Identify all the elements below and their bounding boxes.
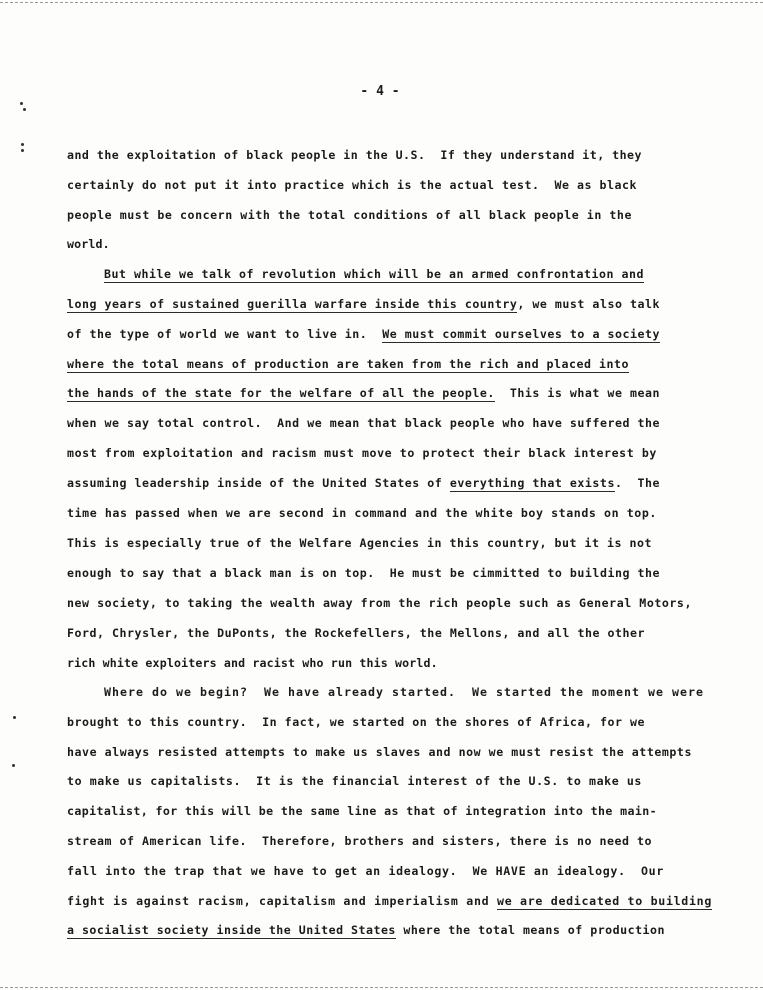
text-segment: fight is against racism, capitalism and imperialism and <box>67 894 498 908</box>
underlined-text: long years of sustained guerilla warfare inside this country <box>67 297 518 311</box>
text-line <box>67 505 657 521</box>
text-segment: fall into the trap that we have to get an idealogy. We HAVE an idealogy. Our <box>67 864 664 878</box>
text-line <box>67 535 652 551</box>
text-line <box>67 595 692 611</box>
margin-mark <box>21 149 24 152</box>
text-segment: people must be concern with the total conditions of all black people in the <box>67 208 632 222</box>
margin-mark <box>12 764 15 767</box>
margin-mark <box>23 108 26 111</box>
text-segment: most from exploitation and racism must move to protect their black interest by <box>67 446 657 460</box>
text-segment: Where do we begin? We have already started. We started the moment we were <box>104 685 704 699</box>
margin-mark <box>20 102 23 105</box>
text-line <box>67 773 642 789</box>
text-segment: Ford, Chrysler, the DuPonts, the Rockefellers, the Mellons, and all the other <box>67 626 645 640</box>
text-segment: . The <box>614 476 660 490</box>
underlined-text: we are dedicated to building <box>497 894 713 908</box>
text-line <box>104 684 704 700</box>
text-line <box>67 625 645 641</box>
underlined-text: We must commit ourselves to a society <box>382 327 660 341</box>
text-line <box>67 863 664 879</box>
text-line <box>67 207 632 223</box>
text-line <box>67 296 660 312</box>
text-line <box>67 326 660 342</box>
text-line <box>67 744 692 760</box>
underlined-text: a socialist society inside the United States <box>67 923 396 937</box>
text-line <box>104 266 644 282</box>
text-segment: assuming leadership inside of the United States of <box>67 476 450 490</box>
page-number: - 4 - <box>360 84 400 99</box>
text-segment: where the total means of production <box>395 923 665 937</box>
text-segment: world. <box>67 237 110 251</box>
text-line <box>67 714 645 730</box>
underlined-text: But while we talk of revolution which will be an armed confrontation and <box>104 267 644 281</box>
text-segment: rich white exploiters and racist who run this world. <box>67 656 438 670</box>
text-line <box>67 445 657 461</box>
text-segment: stream of American life. Therefore, brothers and sisters, there is no need to <box>67 834 652 848</box>
text-segment: brought to this country. In fact, we started on the shores of Africa, for we <box>67 715 645 729</box>
text-segment: when we say total control. And we mean that black people who have suffered the <box>67 416 660 430</box>
text-segment: to make us capitalists. It is the financial interest of the U.S. to make us <box>67 774 642 788</box>
text-line <box>67 475 660 491</box>
text-line <box>67 565 660 581</box>
margin-mark <box>21 143 24 146</box>
text-segment: time has passed when we are second in command and the white boy stands on top. <box>67 506 657 520</box>
text-line <box>67 655 438 671</box>
text-segment: have always resisted attempts to make us slaves and now we must resist the attempts <box>67 745 692 759</box>
text-line <box>67 177 637 193</box>
text-segment: certainly do not put it into practice which is the actual test. We as black <box>67 178 637 192</box>
underlined-text: where the total means of production are taken from the rich and placed into <box>67 357 629 371</box>
text-line <box>67 833 652 849</box>
text-segment: enough to say that a black man is on top. He must be cimmitted to building the <box>67 566 660 580</box>
text-line <box>67 415 660 431</box>
underlined-text: everything that exists <box>449 476 615 490</box>
margin-mark <box>13 716 16 719</box>
text-line <box>67 356 629 372</box>
text-segment: , we must also talk <box>517 297 660 311</box>
text-segment: capitalist, for this will be the same line as that of integration into the main- <box>67 804 657 818</box>
text-line <box>67 236 110 252</box>
text-segment: and the exploitation of black people in the U.S. If they understand it, they <box>67 148 642 162</box>
text-segment: of the type of world we want to live in. <box>67 327 383 341</box>
text-segment: This is especially true of the Welfare Agencies in this country, but it is not <box>67 536 652 550</box>
underlined-text: the hands of the state for the welfare of all the people. <box>67 386 495 400</box>
text-line <box>67 803 657 819</box>
text-segment: This is what we mean <box>494 386 660 400</box>
top-page-edge <box>0 2 763 3</box>
text-line <box>67 147 642 163</box>
text-line <box>67 922 665 938</box>
bottom-page-edge <box>0 987 763 988</box>
text-segment: new society, to taking the wealth away from the rich people such as General Motors, <box>67 596 692 610</box>
text-line <box>67 385 660 401</box>
text-line <box>67 893 712 909</box>
